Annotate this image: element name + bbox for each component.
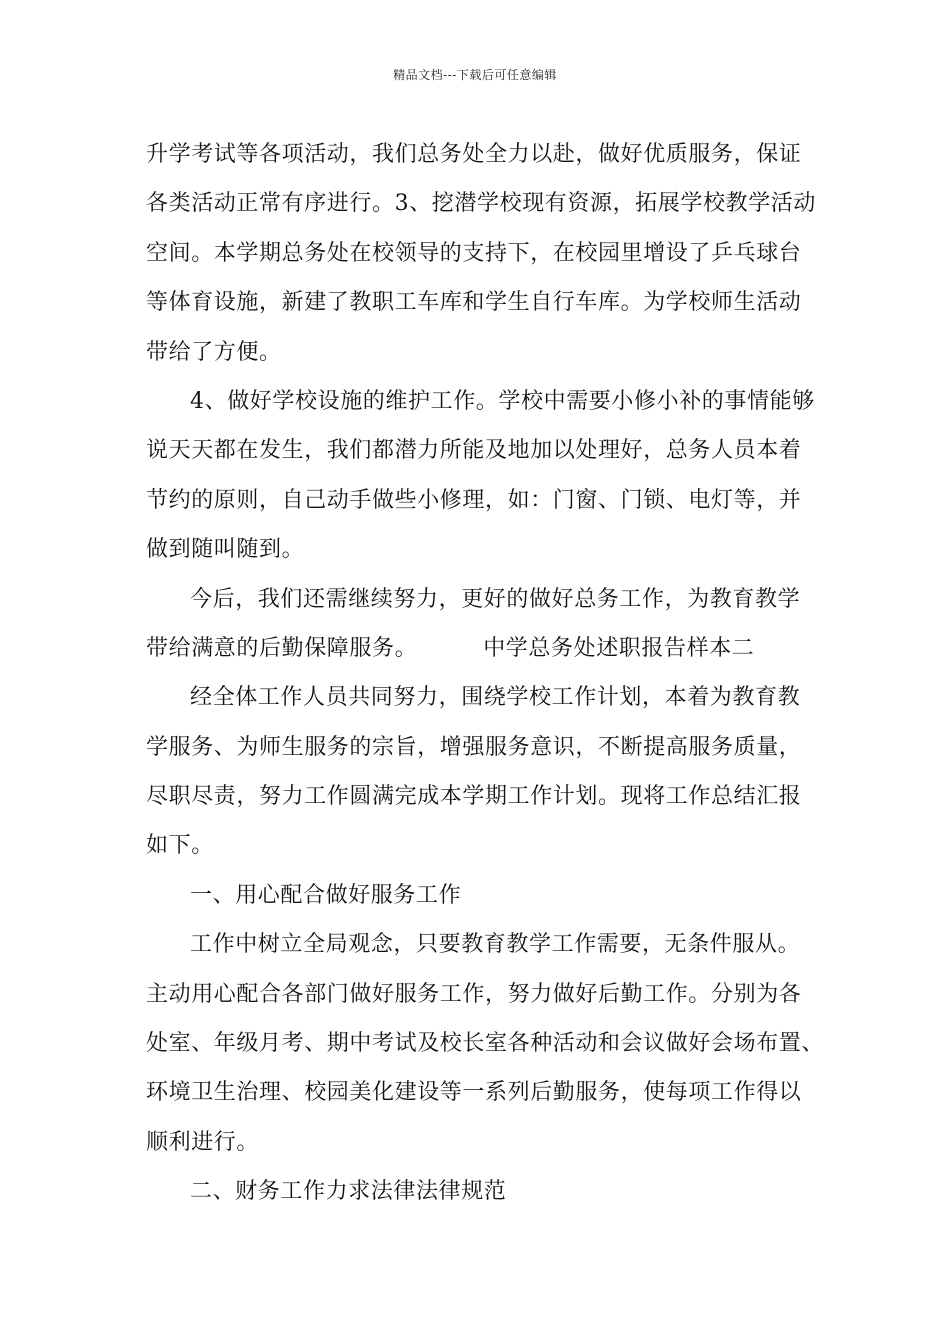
text-line: 环境卫生治理、校园美化建设等一系列后勤服务，使每项工作得以 bbox=[146, 1080, 802, 1106]
text-line: 各类活动正常有序进行。3、挖潜学校现有资源，拓展学校教学活动 bbox=[146, 191, 816, 217]
text-line: 工作中树立全局观念，只要教育教学工作需要，无条件服从。 bbox=[190, 932, 801, 958]
text-line: 空间。本学期总务处在校领导的支持下，在校园里增设了乒乓球台 bbox=[146, 240, 802, 266]
page-header: 精品文档---下载后可任意编辑 bbox=[393, 68, 557, 82]
body-text bbox=[146, 130, 846, 1217]
text-line: 带给了方便。 bbox=[146, 339, 282, 365]
text-line: 如下。 bbox=[146, 833, 214, 859]
text-line-with-title bbox=[146, 624, 846, 673]
text-line: 说天天都在发生，我们都潜力所能及地加以处理好，总务人员本着 bbox=[146, 438, 802, 464]
text-line: 节约的原则，自己动手做些小修理，如：门窗、门锁、电灯等，并 bbox=[146, 487, 802, 513]
text-line: 学服务、为师生服务的宗旨，增强服务意识，不断提高服务质量， bbox=[146, 734, 802, 760]
text-line: 今后，我们还需继续努力，更好的做好总务工作，为教育教学 bbox=[190, 586, 801, 612]
text-line: 尽职尽责，努力工作圆满完成本学期工作计划。现将工作总结汇报 bbox=[146, 784, 802, 810]
text-line: 4、做好学校设施的维护工作。学校中需要小修小补的事情能够 bbox=[190, 388, 815, 414]
text-line: 做到随叫随到。 bbox=[146, 537, 305, 563]
section-heading: 一、用心配合做好服务工作 bbox=[190, 882, 462, 908]
text-line-segment: 带给满意的后勤保障服务。 bbox=[146, 635, 418, 661]
text-line: 顺利进行。 bbox=[146, 1129, 260, 1155]
text-line: 经全体工作人员共同努力，围绕学校工作计划，本着为教育教 bbox=[190, 685, 801, 711]
section-title: 中学总务处述职报告样本二 bbox=[483, 635, 755, 661]
text-line: 主动用心配合各部门做好服务工作，努力做好后勤工作。分别为各 bbox=[146, 981, 802, 1007]
section-heading: 二、财务工作力求法律法律规范 bbox=[190, 1179, 507, 1205]
text-line: 等体育设施，新建了教职工车库和学生自行车库。为学校师生活动 bbox=[146, 290, 802, 316]
text-line: 处室、年级月考、期中考试及校长室各种活动和会议做好会场布置、 bbox=[146, 1031, 825, 1057]
text-line: 升学考试等各项活动，我们总务处全力以赴，做好优质服务，保证 bbox=[146, 142, 802, 167]
